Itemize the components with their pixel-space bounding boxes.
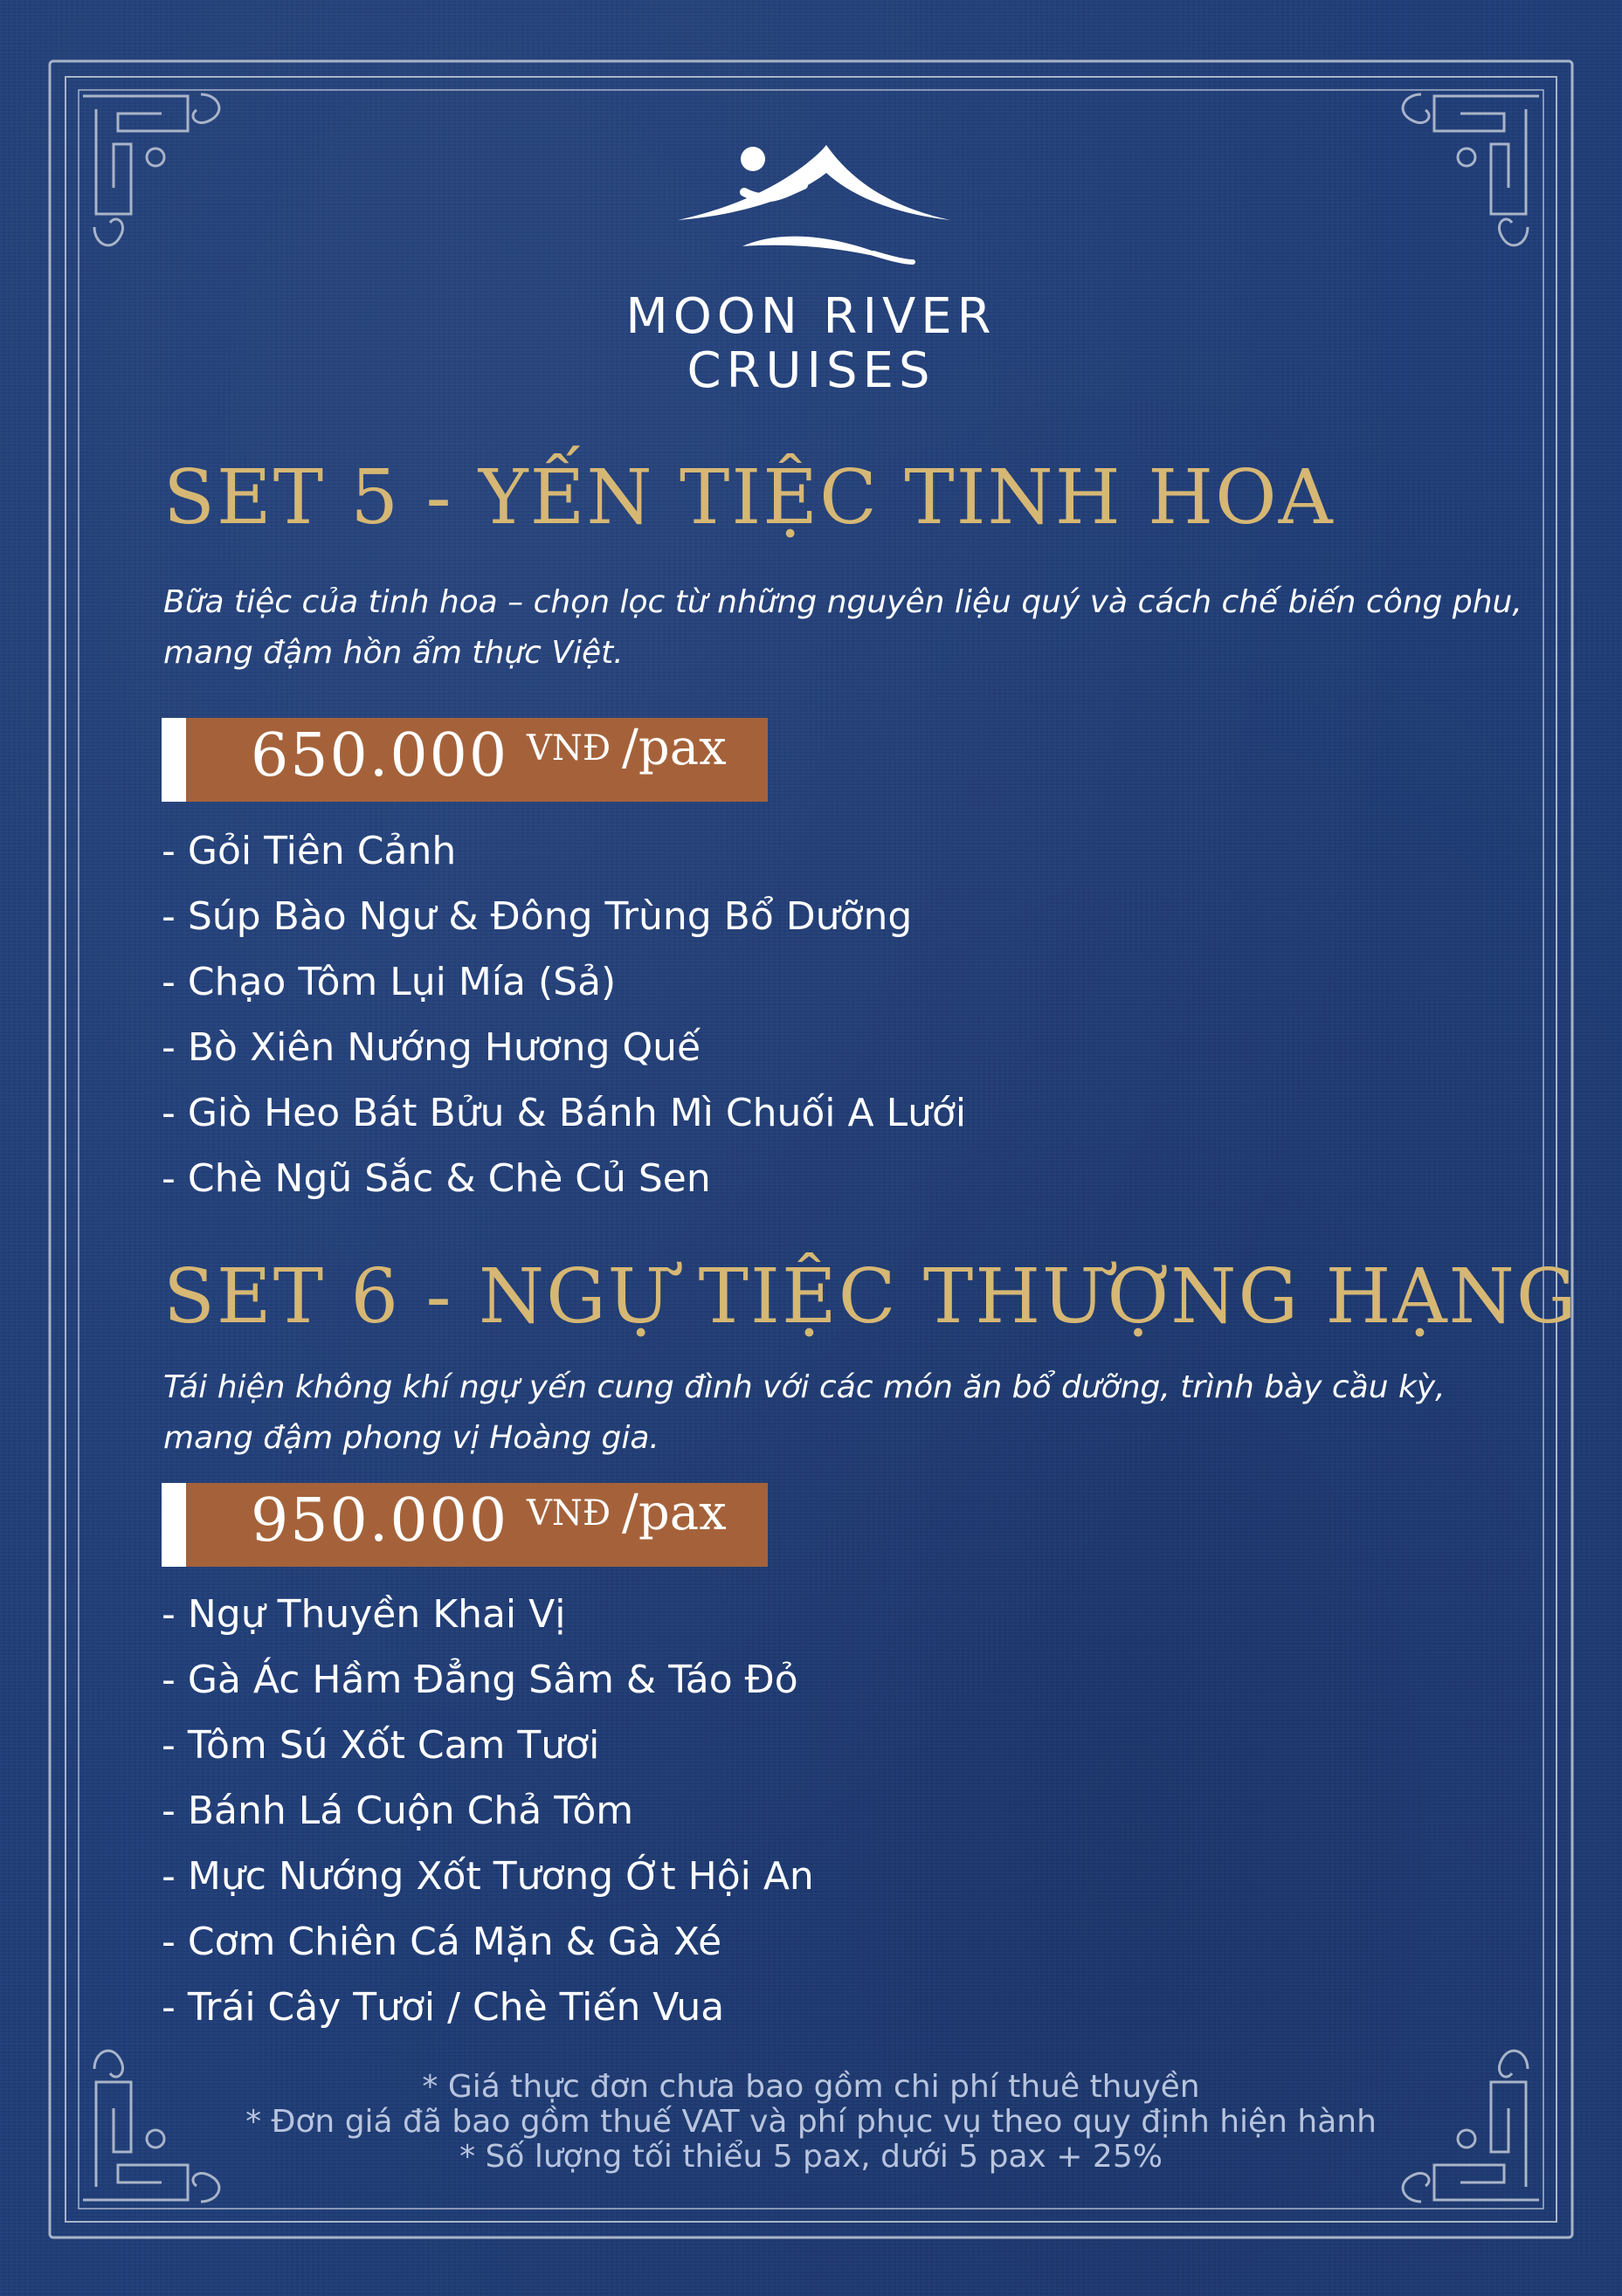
set-6-title: SET 6 - NGỰ TIỆC THƯỢNG HẠNG: [163, 1253, 1578, 1341]
price-bar-notch: [162, 718, 186, 802]
brand-name-line-1: MOON RIVER: [625, 288, 997, 345]
set-5-price-amount: 650.000: [251, 721, 509, 790]
set-5-dish-list: [162, 818, 966, 1211]
dish-item: - Cơm Chiên Cá Mặn & Gà Xé: [162, 1920, 722, 1964]
set-6-price-currency: VNĐ: [527, 1493, 611, 1534]
dish-item: - Bò Xiên Nướng Hương Quế: [162, 1025, 701, 1070]
dish-item: - Giò Heo Bát Bửu & Bánh Mì Chuối A Lưới: [162, 1091, 967, 1135]
dish-item: - Tôm Sú Xốt Cam Tươi: [162, 1723, 600, 1768]
set-5-price-per: /pax: [622, 720, 727, 776]
set-5-price-currency: VNĐ: [527, 728, 611, 769]
dish-item: - Mực Nướng Xốt Tương Ớt Hội An: [162, 1854, 814, 1899]
moon-river-logo-icon: [673, 140, 952, 271]
set-6-price-amount: 950.000: [251, 1486, 509, 1555]
set-5-title: SET 5 - YẾN TIỆC TINH HOA: [163, 454, 1335, 541]
footnote: * Đơn giá đã bao gồm thuế VAT và phí phục vụ theo quy định hiện hành: [245, 2104, 1377, 2140]
price-bar-notch: [162, 1483, 186, 1567]
dish-item: - Ngự Thuyền Khai Vị: [162, 1592, 566, 1637]
set-6-price-bar: [162, 1483, 768, 1567]
corner-ornament-top-left: [83, 94, 219, 245]
dish-item: - Chạo Tôm Lụi Mía (Sả): [162, 960, 617, 1004]
set-6-dish-list: [162, 1582, 814, 2040]
set-5-price-bar: [162, 718, 768, 802]
brand-name-line-2: CRUISES: [687, 342, 935, 399]
corner-ornament-top-right: [1403, 94, 1539, 245]
set-5-description: Bữa tiệc của tinh hoa – chọn lọc từ những nguyên liệu quý và cách chế biến công phu, mang đậm hồn ẩm thực Việt.: [163, 584, 1522, 671]
footnote: * Giá thực đơn chưa bao gồm chi phí thuê thuyền: [422, 2069, 1200, 2105]
dish-item: - Gỏi Tiên Cảnh: [162, 829, 457, 873]
dish-item: - Chè Ngũ Sắc & Chè Củ Sen: [162, 1156, 711, 1201]
footnote: * Số lượng tối thiểu 5 pax, dưới 5 pax + 25%: [459, 2139, 1163, 2175]
set-6-description: Tái hiện không khí ngự yến cung đình với các món ăn bổ dưỡng, trình bày cầu kỳ, mang đậm phong vị Hoàng gia.: [163, 1369, 1446, 1456]
dish-item: - Gà Ác Hầm Đẳng Sâm & Táo Đỏ: [162, 1658, 798, 1702]
dish-item: - Súp Bào Ngư & Đông Trùng Bổ Dưỡng: [162, 894, 913, 939]
set-6-price-per: /pax: [622, 1485, 727, 1541]
dish-item: - Trái Cây Tươi / Chè Tiến Vua: [162, 1985, 725, 2030]
footnotes: [0, 2070, 1622, 2175]
dish-item: - Bánh Lá Cuộn Chả Tôm: [162, 1789, 634, 1833]
